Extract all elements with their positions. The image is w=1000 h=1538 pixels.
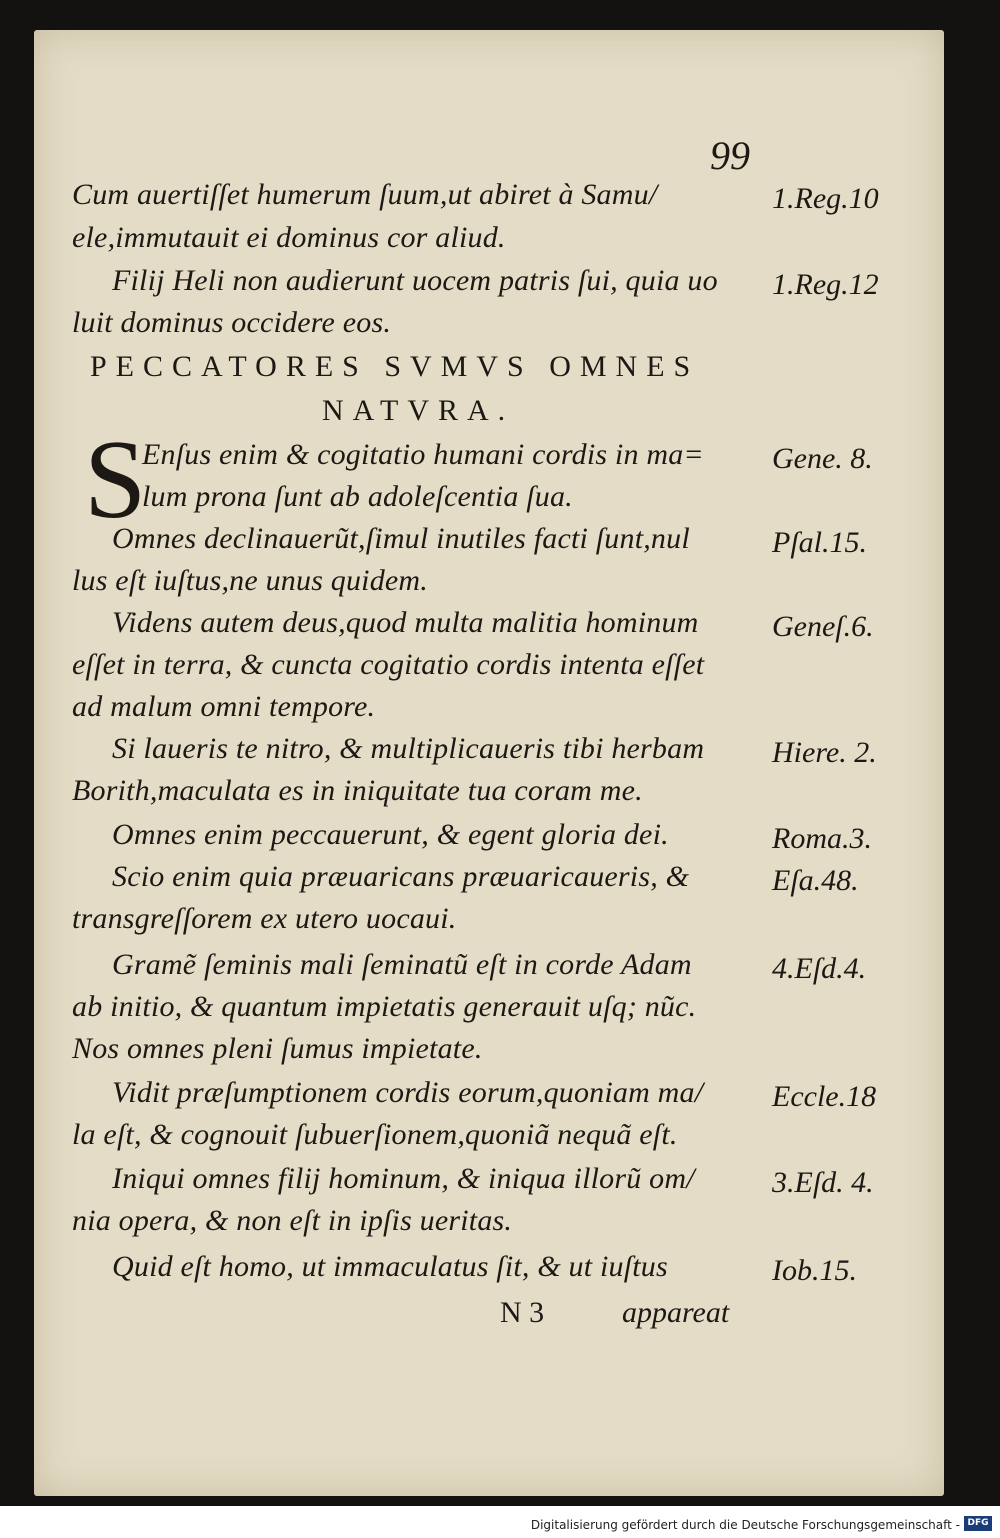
margin-reference: Geneſ.6. bbox=[772, 610, 874, 643]
text-line: Cum auertiſſet humerum ſuum,ut abiret à Samu/ bbox=[72, 178, 658, 211]
margin-reference: Iob.15. bbox=[772, 1254, 857, 1287]
text-line: Enſus enim & cogitatio humani cordis in ma= bbox=[142, 438, 704, 471]
text-line: ab initio, & quantum impietatis generauit uſq; nũc. bbox=[72, 990, 697, 1023]
section-heading-continuation: NATVRA. bbox=[322, 394, 515, 427]
text-line: Quid eſt homo, ut immaculatus ſit, & ut iuſtus bbox=[112, 1250, 668, 1283]
catchword: appareat bbox=[622, 1296, 730, 1329]
text-line: la eſt, & cognouit ſubuerſionem,quoniã nequã eſt. bbox=[72, 1118, 678, 1151]
margin-reference: 1.Reg.12 bbox=[772, 268, 879, 301]
text-line: lus eſt iuſtus,ne unus quidem. bbox=[72, 564, 428, 597]
text-line: Iniqui omnes filij hominum, & iniqua illorũ om/ bbox=[112, 1162, 695, 1195]
drop-cap: S bbox=[84, 418, 147, 542]
margin-reference: Roma.3. bbox=[772, 822, 872, 855]
text-line: lum prona ſunt ab adoleſcentia ſua. bbox=[142, 480, 573, 513]
text-line: Videns autem deus,quod multa malitia hominum bbox=[112, 606, 699, 639]
text-line: Omnes enim peccauerunt, & egent gloria dei. bbox=[112, 818, 669, 851]
margin-reference: 4.Eſd.4. bbox=[772, 952, 867, 985]
text-line: eſſet in terra, & cuncta cogitatio cordis intenta eſſet bbox=[72, 648, 705, 681]
margin-reference: Eſa.48. bbox=[772, 864, 859, 897]
section-heading: PECCATORES SVMVS OMNES bbox=[90, 350, 700, 383]
text-line: nia opera, & non eſt in ipſis ueritas. bbox=[72, 1204, 513, 1237]
text-line: Si laueris te nitro, & multiplicaueris tibi herbam bbox=[112, 732, 705, 765]
margin-reference: 1.Reg.10 bbox=[772, 182, 879, 215]
text-line: Omnes declinauerũt,ſimul inutiles facti ſunt,nul bbox=[112, 522, 690, 555]
text-line: Nos omnes pleni ſumus impietate. bbox=[72, 1032, 483, 1065]
text-line: Scio enim quia præuaricans præuaricaueris, & bbox=[112, 860, 690, 893]
text-line: Vidit præſumptionem cordis eorum,quoniam ma/ bbox=[112, 1076, 704, 1109]
margin-reference: Pſal.15. bbox=[772, 526, 867, 559]
dfg-logo: DFG bbox=[964, 1516, 992, 1531]
margin-reference: Hiere. 2. bbox=[772, 736, 877, 769]
text-line: luit dominus occidere eos. bbox=[72, 306, 392, 339]
margin-reference: 3.Eſd. 4. bbox=[772, 1166, 874, 1199]
text-line: Gramẽ ſeminis mali ſeminatũ eſt in corde Adam bbox=[112, 948, 692, 981]
text-line: ad malum omni tempore. bbox=[72, 690, 376, 723]
text-line: transgreſſorem ex utero uocaui. bbox=[72, 902, 457, 935]
text-line: ele,immutauit ei dominus cor aliud. bbox=[72, 221, 506, 254]
margin-reference: Eccle.18 bbox=[772, 1080, 877, 1113]
page-number: 99 bbox=[710, 133, 750, 178]
signature-mark: N 3 bbox=[500, 1296, 545, 1329]
funding-credit: Digitalisierung gefördert durch die Deutsche Forschungsgemeinschaft - bbox=[530, 1518, 960, 1532]
text-line: Borith,maculata es in iniquitate tua coram me. bbox=[72, 774, 643, 807]
text-line: Filij Heli non audierunt uocem patris ſui, quia uo bbox=[112, 264, 718, 297]
margin-reference: Gene. 8. bbox=[772, 442, 873, 475]
